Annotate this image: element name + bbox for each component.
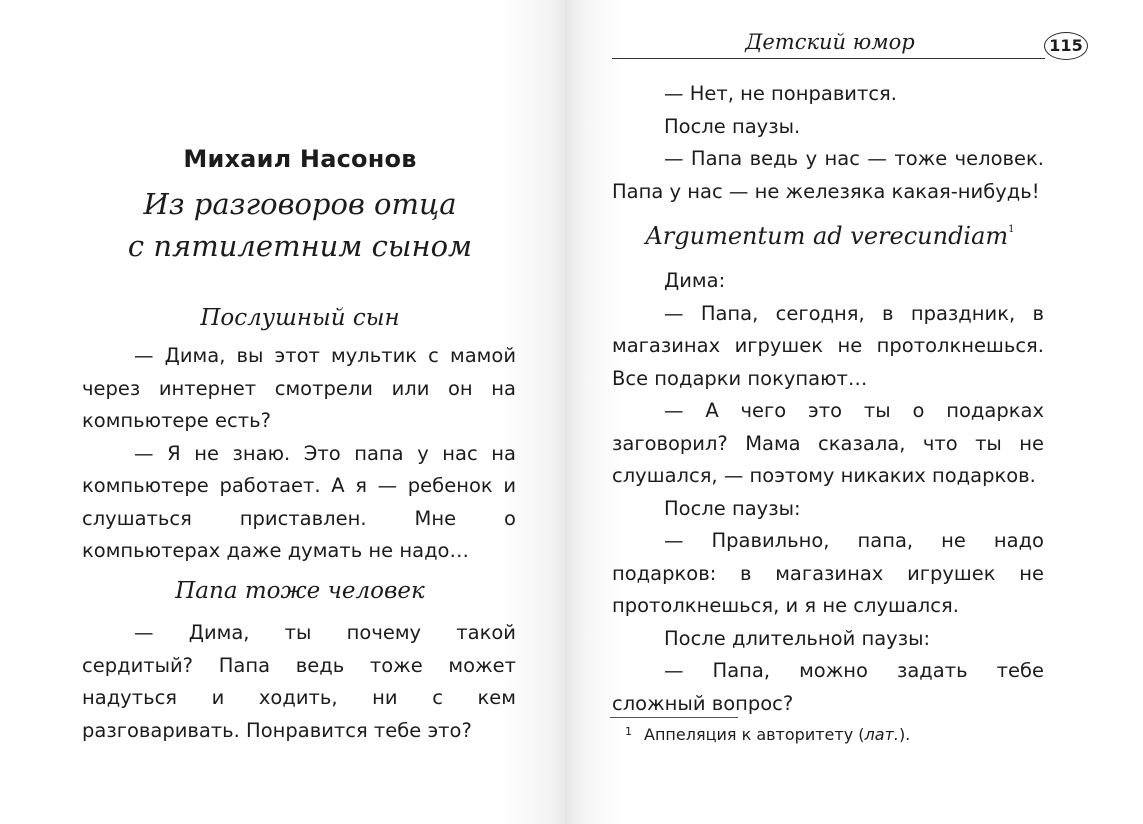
continuation-text: [612, 78, 1044, 208]
paragraph: — Дима, ты почему такой сердитый? Папа ведь тоже может надуться и ходить, ни с кем разговаривать. Понравится тебе это?: [82, 621, 516, 742]
section-body: [612, 265, 1044, 720]
footnote-mark: 1: [625, 725, 632, 738]
header-rule: [612, 58, 1045, 59]
paragraph: После паузы:: [664, 496, 801, 520]
paragraph: — Дима, вы этот мультик с мамой через интернет смотрели или он на компьютере есть?: [82, 344, 516, 432]
paragraph: — Правильно, папа, не надо подарков: в магазинах игрушек не протолкнешься, и я не слушался.: [612, 529, 1044, 617]
paragraph: Дима:: [664, 269, 726, 292]
footnote: [625, 725, 910, 744]
footnote-end: ).: [898, 725, 911, 744]
left-page: [0, 0, 568, 824]
section-body: [82, 340, 516, 568]
footnote-lang: лат.: [864, 725, 899, 744]
paragraph: — Я не знаю. Это папа у нас на компьютере работает. А я — ребенок и слушаться приставлен. Мне о компьютерах даже думать не надо…: [82, 441, 516, 562]
story-title-line-1: Из разговоров отца: [143, 187, 457, 221]
paragraph: — Папа ведь у нас — тоже человек. Папа у нас — не железяка какая-нибудь!: [612, 147, 1044, 203]
footnote-text: Аппеляция к авторитету (: [644, 725, 865, 744]
paragraph: — Нет, не понравится.: [664, 82, 897, 105]
section-title: Папа тоже человек: [175, 578, 425, 604]
footnote-reference[interactable]: 1: [1008, 224, 1015, 235]
author-name: Михаил Насонов: [183, 145, 417, 173]
section-title: [600, 222, 1060, 250]
section-body: [82, 617, 516, 747]
section-title: Послушный сын: [200, 305, 400, 331]
story-title: [60, 183, 540, 267]
paragraph: После длительной паузы:: [664, 626, 931, 650]
paragraph: — Папа, можно задать тебе сложный вопрос?: [612, 659, 1044, 715]
story-title-line-2: с пятилетним сыном: [127, 229, 473, 263]
footnote-rule: [610, 717, 738, 718]
paragraph: — А чего это ты о подарках заговорил? Мама сказала, что ты не слушался, — поэтому никаких подарков.: [612, 399, 1044, 487]
paragraph: — Папа, сегодня, в праздник, в магазинах игрушек не протолкнешься. Все подарки покупают…: [612, 301, 1044, 390]
running-head: Детский юмор: [745, 30, 915, 54]
section-title-text: Argumentum ad verecundiam: [645, 222, 1009, 250]
paragraph: После паузы.: [664, 114, 801, 138]
page-number: 115: [1044, 32, 1088, 60]
